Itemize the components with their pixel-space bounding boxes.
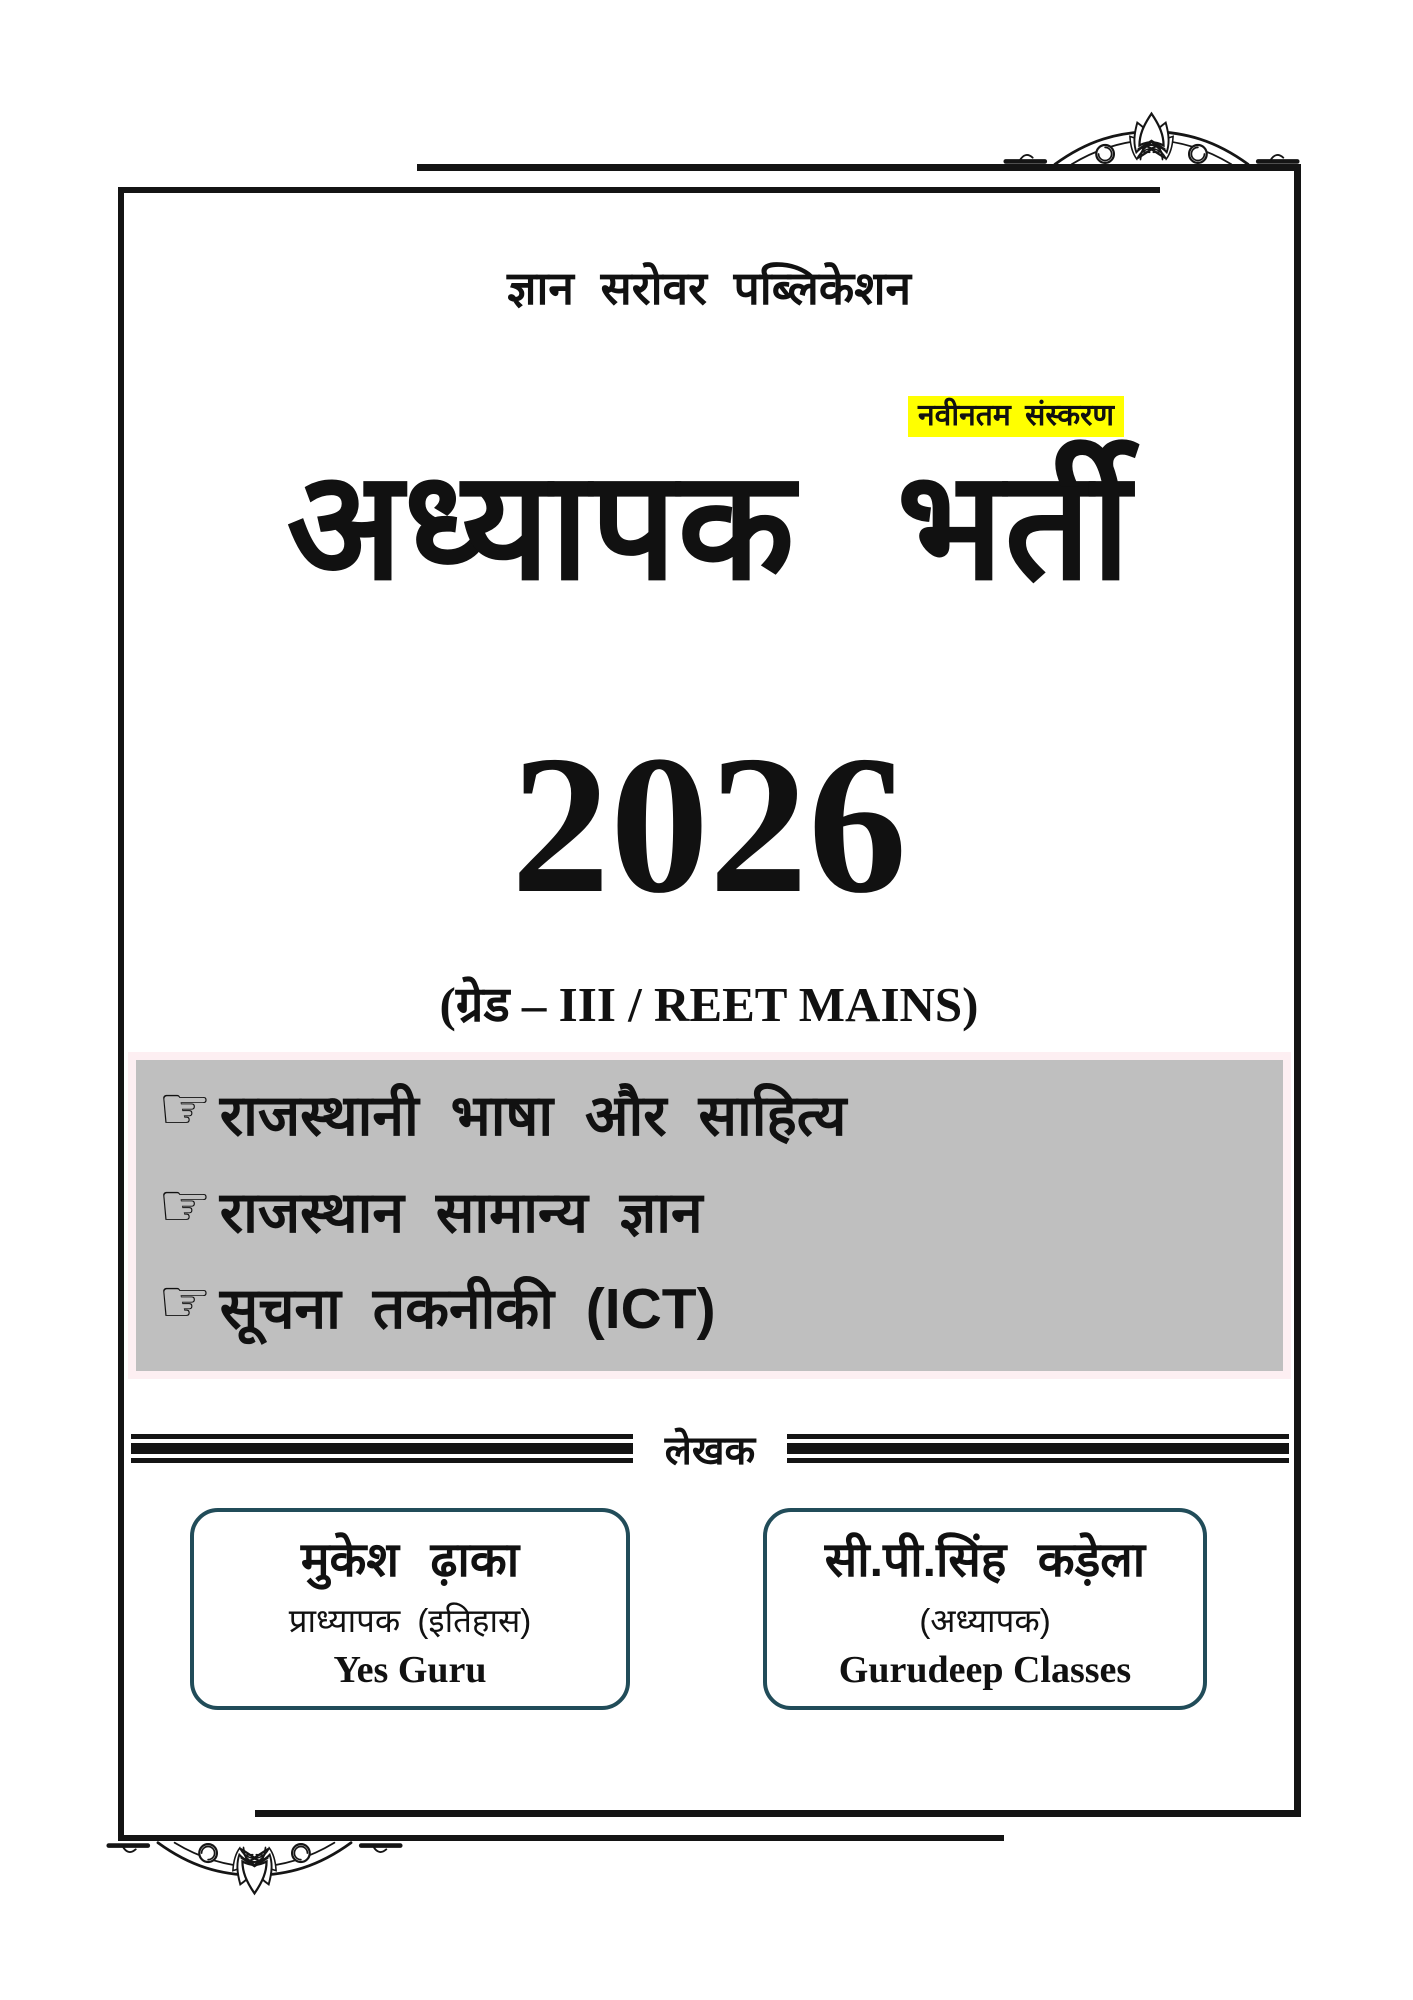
syllabus-box xyxy=(128,1052,1291,1379)
book-subtitle: (ग्रेड – III / REET MAINS) xyxy=(439,977,979,1032)
author-role: प्राध्यापक (इतिहास) xyxy=(288,1602,532,1639)
book-year: 2026 xyxy=(511,715,907,934)
list-item xyxy=(158,1074,1273,1152)
list-item xyxy=(158,1267,1273,1345)
author-organization: Yes Guru xyxy=(333,1649,487,1691)
publisher-name: ज्ञान सरोवर पब्लिकेशन xyxy=(506,262,912,314)
authors-divider xyxy=(131,1421,1289,1476)
frame-outer-bottom-line xyxy=(255,1810,1301,1817)
author-organization: Gurudeep Classes xyxy=(838,1649,1132,1691)
author-card xyxy=(763,1508,1207,1710)
book-title: अध्यापक भर्ती xyxy=(286,441,1132,611)
author-role: (अध्यापक) xyxy=(919,1602,1051,1639)
pointing-hand-icon: ☞ xyxy=(158,1075,212,1142)
divider-lines-left xyxy=(131,1434,633,1463)
author-card xyxy=(190,1508,630,1710)
pointing-hand-icon: ☞ xyxy=(158,1268,212,1335)
list-item xyxy=(158,1171,1273,1249)
syllabus-item-label: राजस्थान सामान्य ज्ञान xyxy=(219,1180,703,1245)
authors-section-label: लेखक xyxy=(664,1429,756,1473)
pointing-hand-icon: ☞ xyxy=(158,1171,212,1239)
divider-lines-right xyxy=(787,1434,1289,1463)
author-name: सी.पी.सिंह कड़ेला xyxy=(824,1534,1146,1587)
edition-badge: नवीनतम संस्करण xyxy=(908,396,1124,437)
syllabus-list xyxy=(136,1060,1283,1371)
syllabus-item-label: राजस्थानी भाषा और साहित्य xyxy=(219,1084,847,1148)
author-name: मुकेश ढ़ाका xyxy=(300,1534,520,1587)
lotus-ornament-icon xyxy=(106,1839,403,1899)
lotus-ornament-icon xyxy=(1003,108,1300,168)
frame-inner-top-line xyxy=(118,187,1160,193)
frame-outer-right-line xyxy=(1294,164,1301,1817)
syllabus-item-label: सूचना तकनीकी (ICT) xyxy=(219,1277,716,1341)
